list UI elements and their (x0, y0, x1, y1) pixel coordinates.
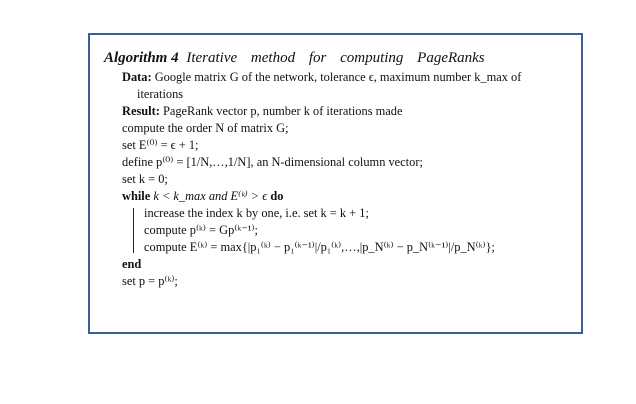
while-line (104, 188, 571, 205)
step-increase-index: increase the index k by one, i.e. set k = k + 1; (144, 206, 369, 220)
while-keyword: while (122, 189, 151, 203)
algorithm-name: Iterative method for computing PageRanks (186, 50, 485, 66)
step-compute-error: compute E⁽ᵏ⁾ = max{|p₁⁽ᵏ⁾ − p₁⁽ᵏ⁻¹⁾|/p₁⁽ᵏ⁾,…,|p_N⁽ᵏ⁾ − p_N⁽ᵏ⁻¹⁾|/p_N⁽ᵏ⁾}; (144, 240, 495, 254)
loop-bar (133, 208, 134, 253)
step-compute-p: compute p⁽ᵏ⁾ = Gp⁽ᵏ⁻¹⁾; (144, 223, 258, 237)
end-keyword: end (122, 257, 142, 271)
step-compute-order: compute the order N of matrix G; (122, 121, 289, 135)
while-condition: k < k_max and E⁽ᵏ⁾ > ϵ (153, 189, 268, 203)
algorithm-title (104, 49, 571, 67)
result-text: PageRank vector p, number k of iterations made (162, 104, 403, 118)
algorithm-box (88, 33, 583, 334)
data-keyword: Data: (122, 70, 152, 84)
do-keyword: do (270, 189, 284, 203)
step-set-p: set p = p⁽ᵏ⁾; (122, 274, 178, 288)
result-line (104, 103, 571, 120)
data-text: Google matrix G of the network, tolerance ϵ, maximum number k_max of (154, 70, 522, 84)
data-line (104, 69, 571, 86)
step-set-error: set E⁽⁰⁾ = ϵ + 1; (122, 138, 199, 152)
loop-body (130, 205, 571, 256)
data-text-cont: iterations (137, 87, 184, 101)
result-keyword: Result: (122, 104, 160, 118)
data-line-continuation (104, 86, 571, 103)
algorithm-content (104, 49, 571, 290)
algorithm-label: Algorithm 4 (104, 50, 179, 66)
step-define-p0: define p⁽⁰⁾ = [1/N,…,1/N], an N-dimensional column vector; (122, 155, 423, 169)
step-set-k: set k = 0; (122, 172, 168, 186)
